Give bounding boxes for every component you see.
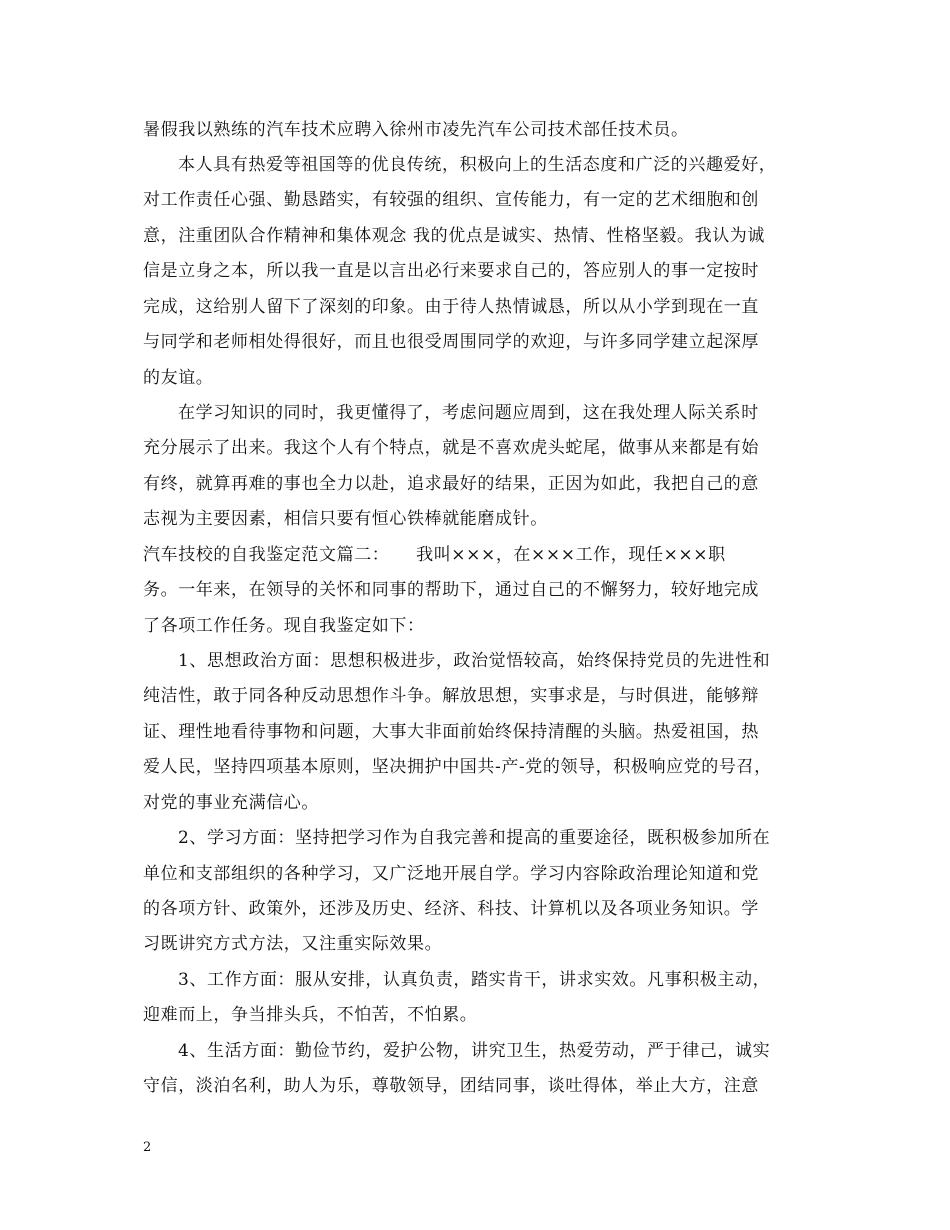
- text-line: 充分展示了出来。我这个人有个特点，就是不喜欢虎头蛇尾，做事从来都是有始: [143, 438, 759, 458]
- text-line: 意，注重团队合作精神和集体观念 我的优点是诚实、热情、性格坚毅。我认为诚: [143, 226, 766, 246]
- text-line: 3、工作方面：服从安排，认真负责，踏实肯干，讲求实效。凡事积极主动，: [178, 970, 771, 990]
- text-line: 迎难而上，争当排头兵，不怕苦，不怕累。: [143, 1005, 478, 1025]
- text-line: 4、生活方面：勤俭节约，爱护公物，讲究卫生，热爱劳动，严于律己，诚实: [178, 1041, 771, 1061]
- text-line: 对工作责任心强、勤恳踏实，有较强的组织、宣传能力，有一定的艺术细胞和创: [143, 190, 759, 210]
- page-number: 2: [143, 1140, 152, 1155]
- text-line: 完成，这给别人留下了深刻的印象。由于待人热情诚恳，所以从小学到现在一直: [143, 297, 759, 317]
- text-line: 的友谊。: [143, 368, 214, 388]
- text-line: 习既讲究方式方法，又注重实际效果。: [143, 934, 443, 954]
- text-line: 纯洁性，敢于同各种反动思想作斗争。解放思想，实事求是，与时俱进，能够辩: [143, 686, 759, 706]
- text-line: 单位和支部组织的各种学习，又广泛地开展自学。学习内容除政治理论知道和党: [143, 864, 759, 884]
- text-line: 本人具有热爱等祖国等的优良传统，积极向上的生活态度和广泛的兴趣爱好，: [178, 155, 777, 175]
- text-line: 对党的事业充满信心。: [143, 793, 319, 813]
- text-line: 2、学习方面：坚持把学习作为自我完善和提高的重要途径，既积极参加所在: [178, 828, 771, 848]
- text-line: 守信，淡泊名利，助人为乐，尊敬领导，团结同事，谈吐得体，举止大方，注意: [143, 1076, 759, 1096]
- text-line: 与同学和老师相处得很好，而且也很受周围同学的欢迎，与许多同学建立起深厚: [143, 332, 759, 352]
- text-line: 汽车技校的自我鉴定范文篇二： 我叫×××，在×××工作，现任×××职: [143, 545, 726, 565]
- text-line: 爱人民，坚持四项基本原则，坚决拥护中国共-产-党的领导，积极响应党的号召，: [143, 757, 772, 777]
- text-line: 在学习知识的同时，我更懂得了，考虑问题应周到，这在我处理人际关系时: [178, 403, 759, 423]
- text-line: 的各项方针、政策外，还涉及历史、经济、科技、计算机以及各项业务知识。学: [143, 899, 759, 919]
- text-line: 证、理性地看待事物和问题，大事大非面前始终保持清醒的头脑。热爱祖国，热: [143, 722, 759, 742]
- text-line: 志视为主要因素，相信只要有恒心铁棒就能磨成针。: [143, 509, 548, 529]
- text-line: 暑假我以熟练的汽车技术应聘入徐州市凌先汽车公司技术部任技术员。: [143, 120, 689, 140]
- text-line: 信是立身之本，所以我一直是以言出必行来要求自己的，答应别人的事一定按时: [143, 261, 759, 281]
- text-line: 有终，就算再难的事也全力以赴，追求最好的结果，正因为如此，我把自己的意: [143, 474, 759, 494]
- text-line: 1、思想政治方面：思想积极进步，政治觉悟较高，始终保持党员的先进性和: [178, 651, 771, 671]
- text-line: 务。一年来，在领导的关怀和同事的帮助下，通过自己的不懈努力，较好地完成: [143, 580, 759, 600]
- text-line: 了各项工作任务。现自我鉴定如下：: [143, 616, 425, 636]
